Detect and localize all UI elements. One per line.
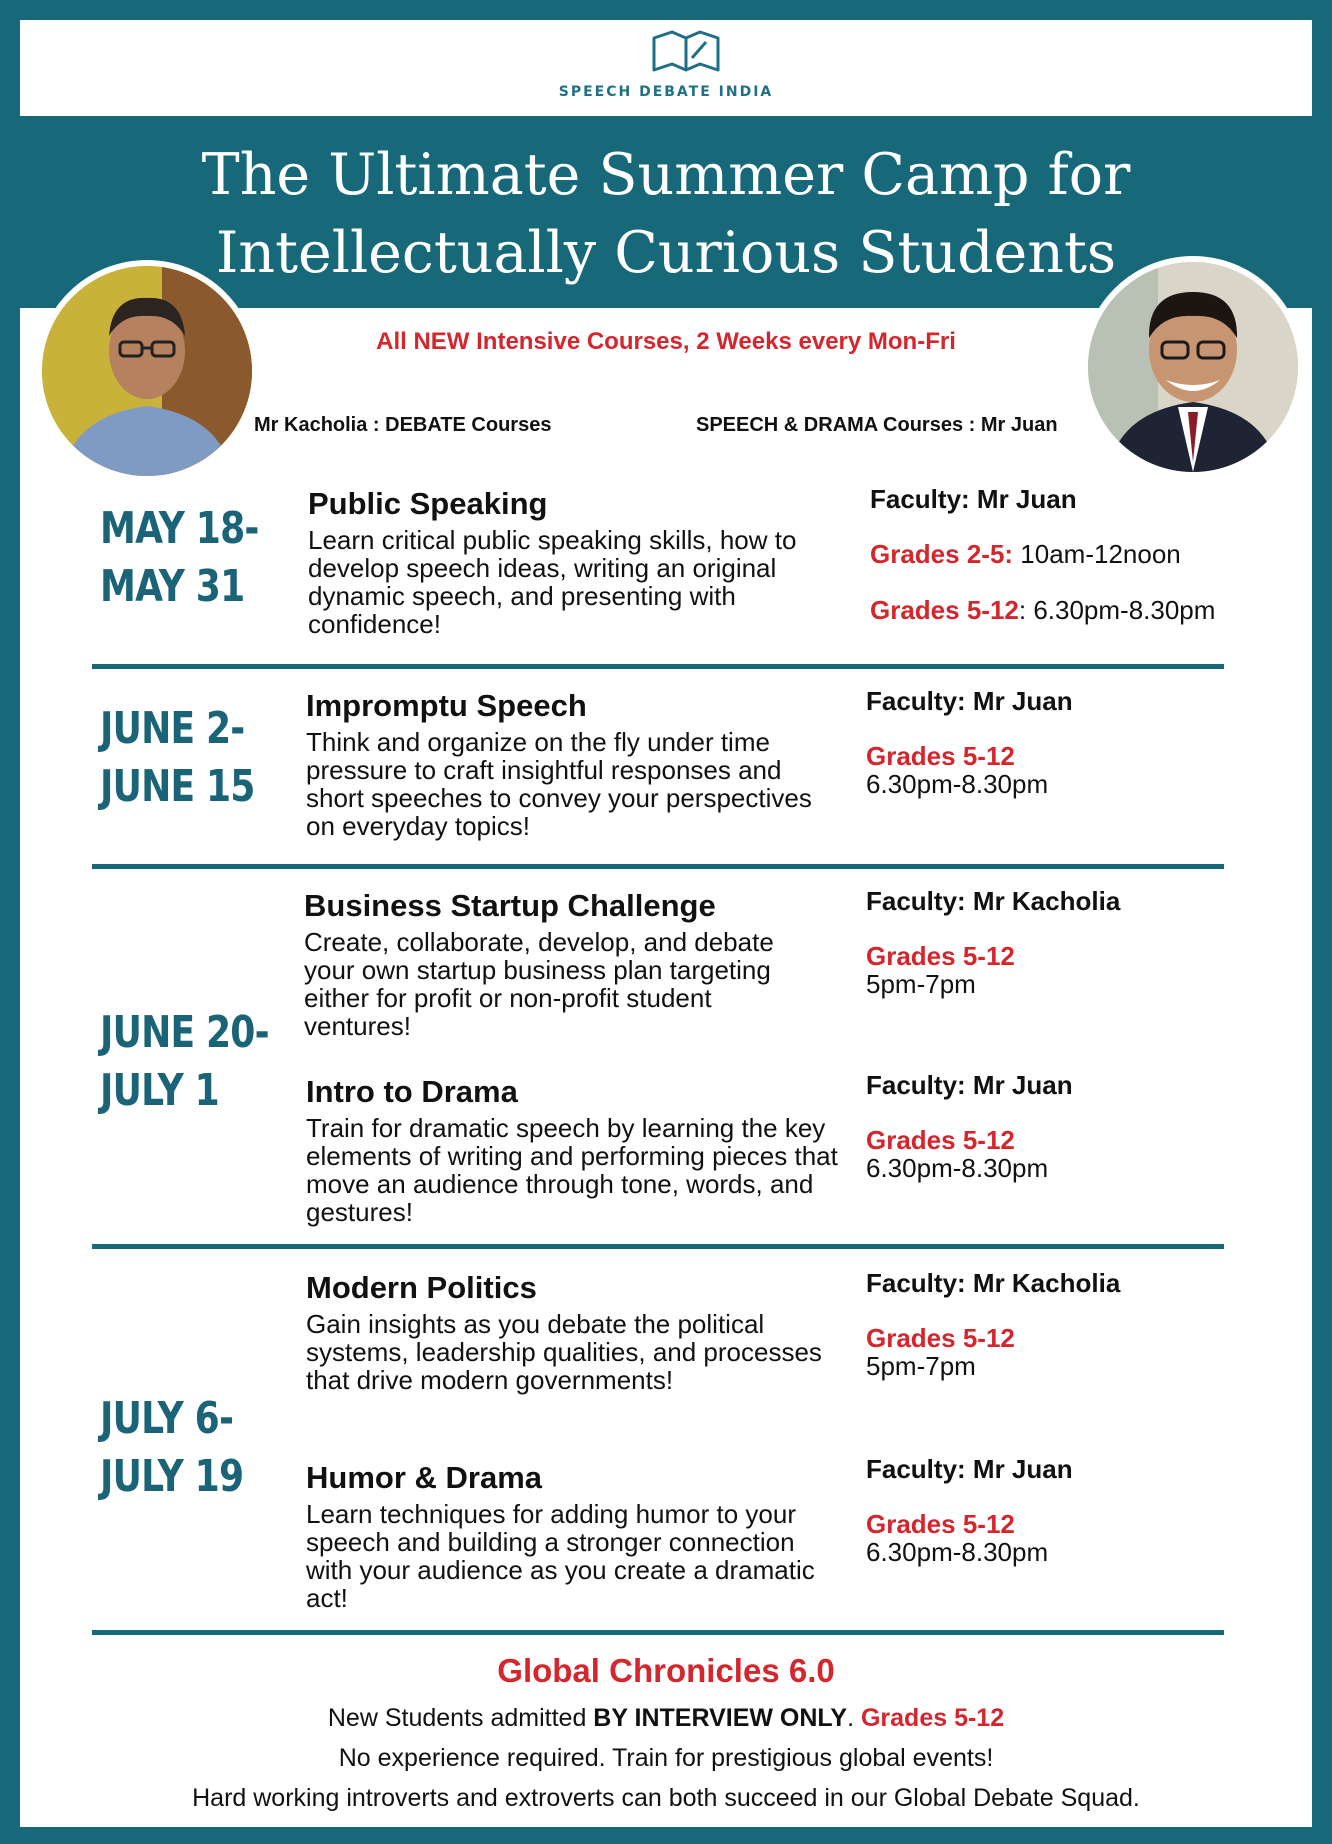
course-faculty: Faculty: Mr Juan xyxy=(866,1454,1073,1484)
grade-schedule xyxy=(866,1324,1015,1380)
grade-label: Grades 5-12 xyxy=(866,1509,1015,1539)
grade-time: 5pm-7pm xyxy=(866,969,976,999)
course-description: Train for dramatic speech by learning the key elements of writing and performing pieces that move an audience through tone, words, and gestures! xyxy=(306,1113,838,1227)
date-line-1: JULY 6- xyxy=(100,1393,234,1444)
course-title: Intro to Drama xyxy=(306,1074,518,1109)
footer-text: New Students admitted xyxy=(327,1704,594,1732)
date-line-2: MAY 31 xyxy=(100,561,245,612)
session-date xyxy=(100,700,255,816)
grade-label: Grades 2-5: xyxy=(870,539,1014,569)
footer-title: Global Chronicles 6.0 xyxy=(497,1652,835,1689)
grade-time: 5pm-7pm xyxy=(866,1351,976,1381)
course-title: Humor & Drama xyxy=(306,1460,542,1495)
date-line-1: MAY 18- xyxy=(100,503,259,554)
logo-band xyxy=(20,20,1312,116)
date-line-2: JUNE 15 xyxy=(100,761,255,812)
grade-schedule xyxy=(866,742,1048,798)
course-title: Public Speaking xyxy=(308,486,548,521)
course-title: Business Startup Challenge xyxy=(304,888,716,923)
grade-time: 6.30pm-8.30pm xyxy=(866,1537,1049,1567)
grade-schedule xyxy=(866,942,1015,998)
grade-label: Grades 5-12 xyxy=(866,1323,1015,1353)
course-description: Create, collaborate, develop, and debate your own startup business plan targeting either for profit or non-profit student ventures! xyxy=(304,927,774,1041)
open-book-icon xyxy=(648,28,724,76)
grade-time: : 6.30pm-8.30pm xyxy=(1018,595,1216,625)
portrait-image xyxy=(1088,262,1298,472)
course-description: Think and organize on the fly under time pressure to craft insightful responses and short speeches to convey your perspectives on everyday topics! xyxy=(306,727,812,841)
footer-line-3: Hard working introverts and extroverts can both succeed in our Global Debate Squad. xyxy=(192,1784,1140,1812)
grade-time: 6.30pm-8.30pm xyxy=(866,769,1049,799)
course-title: Impromptu Speech xyxy=(306,688,587,723)
session-date xyxy=(100,1004,269,1120)
grade-schedule xyxy=(866,1510,1048,1566)
juan-portrait xyxy=(1082,256,1304,478)
grade-schedule xyxy=(870,596,1215,624)
grade-schedule xyxy=(866,1126,1048,1182)
title-line-2: Intellectually Curious Students xyxy=(215,220,1117,286)
course-faculty: Faculty: Mr Juan xyxy=(866,686,1073,716)
grade-label: Grades 5-12 xyxy=(866,1125,1015,1155)
page-title xyxy=(0,136,1332,292)
footer-line-1 xyxy=(0,1704,1332,1733)
grade-schedule xyxy=(870,540,1181,568)
footer-text: . xyxy=(847,1704,861,1732)
footer-emphasis: BY INTERVIEW ONLY xyxy=(593,1704,848,1732)
course-description: Learn critical public speaking skills, how to develop speech ideas, writing an original dynamic speech, and presenting with confidence! xyxy=(308,525,797,639)
grade-label: Grades 5-12 xyxy=(866,741,1015,771)
footer-grades: Grades 5-12 xyxy=(860,1704,1005,1732)
date-line-2: JULY 1 xyxy=(100,1065,219,1116)
portrait-image xyxy=(42,266,252,476)
divider xyxy=(92,864,1224,869)
divider xyxy=(92,1244,1224,1249)
grade-time: 10am-12noon xyxy=(1013,539,1181,569)
course-description: Learn techniques for adding humor to your speech and building a stronger connection with your audience as you create a dramatic act! xyxy=(306,1499,815,1613)
session-date xyxy=(100,1390,243,1506)
brand-name: SPEECH DEBATE INDIA xyxy=(558,84,774,100)
divider xyxy=(92,1630,1224,1635)
subheading: All NEW Intensive Courses, 2 Weeks every Mon-Fri xyxy=(376,328,956,355)
date-line-1: JUNE 20- xyxy=(100,1007,269,1058)
date-line-1: JUNE 2- xyxy=(100,703,245,754)
course-faculty: Faculty: Mr Juan xyxy=(866,1070,1073,1100)
grade-label: Grades 5-12 xyxy=(870,595,1019,625)
course-title: Modern Politics xyxy=(306,1270,537,1305)
date-line-2: JULY 19 xyxy=(100,1451,244,1502)
course-faculty: Faculty: Mr Kacholia xyxy=(866,1268,1121,1298)
grade-time: 6.30pm-8.30pm xyxy=(866,1153,1049,1183)
title-line-1: The Ultimate Summer Camp for xyxy=(201,142,1131,208)
course-faculty: Faculty: Mr Juan xyxy=(870,484,1077,514)
divider xyxy=(92,664,1224,669)
kacholia-portrait xyxy=(36,260,258,482)
grade-label: Grades 5-12 xyxy=(866,941,1015,971)
footer-line-2: No experience required. Train for prestigious global events! xyxy=(338,1744,994,1772)
course-faculty: Faculty: Mr Kacholia xyxy=(866,886,1121,916)
faculty-intro-left: Mr Kacholia : DEBATE Courses xyxy=(254,414,552,436)
faculty-intro-right: SPEECH & DRAMA Courses : Mr Juan xyxy=(696,414,1058,436)
session-date xyxy=(100,500,259,616)
course-description: Gain insights as you debate the political systems, leadership qualities, and processes that drive modern governments! xyxy=(306,1309,822,1395)
